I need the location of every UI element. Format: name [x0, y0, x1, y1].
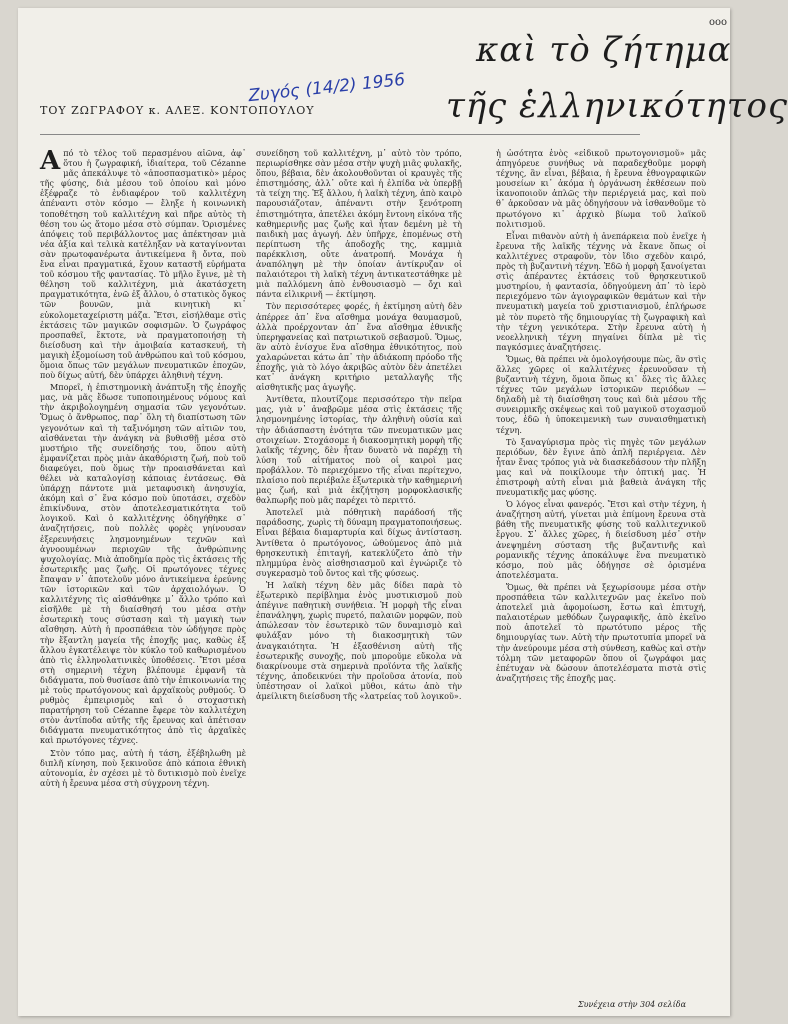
column-2 [256, 148, 462, 988]
column-2-paragraph: Ἀποτελεῖ μιὰ πόθητικὴ παράδοσή τῆς παράδοσης, χωρὶς τὴ δύναμη πραγματοποιήσεως. Εἶναι βέβαια διαμαρτυρία καὶ δίχως ἀντίσταση. Ἀντίθετα ὁ πρωτόγονος, ὡθούμενος ἀπὸ μιὰ θρησκευτικὴ ἐπιταγή, κατεκλύζετο ἀπὸ τὴν πλημμύρα ἑνὸς αἰσθησιασμοῦ καὶ ἐγνώριζε τὸ συγκερασμὸ τοῦ ὄντος καὶ τῆς φύσεως. [256, 507, 462, 578]
column-3-paragraph: Εἶναι πιθανὸν αὐτὴ ἡ ἀνεπάρκεια ποὺ ἐνεῖχε ἡ ἔρευνα τῆς λαϊκῆς τέχνης νὰ ἔκανε ὅπως οἱ καλλιτέχνες στραφοῦν, τὸν ἴδιο σχεδὸν καιρό, πρὸς τὴ βυζαντινὴ τέχνη. Ἐδῶ ἡ μορφὴ ξανοίγεται στὶς ἀπέραντες ἐκτάσεις τοῦ θρησκευτικοῦ μυστηρίου, ἡ φαντασία, ὁδηγούμενη ἀπ᾽ τὸ ἱερὸ περιεχόμενο τῶν ἁγιογραφικῶν θεμάτων καὶ τὴν πνευματικὴ μαγεία τοῦ χριστιανισμοῦ, ἐπλήρωσε μὲ τὸν πυρετὸ τῆς δημιουργίας τὴ ζωγραφικὴ καὶ τὴν τέχνη γενικότερα. Στὴν ἔρευνα αὐτὴ ἡ νεοελληνικὴ τέχνη πηγαίνει δίπλα μὲ τὶς παγκόσμιες ἀναζητήσεις. [496, 230, 706, 352]
continued-note: Συνέχεια στὴν 304 σελίδα [578, 1000, 686, 1009]
article-title-line2: τῆς ἑλληνικότητος [446, 86, 788, 126]
column-1 [40, 148, 246, 988]
column-2-paragraph: Τὸν περισσότερες φορές, ἡ ἐκτίμηση αὐτὴ δὲν ἀπέρρεε ἀπ᾽ ἕνα αἴσθημα μονάχα θαυμασμοῦ, ἀλλὰ προέρχονταν ἀπ᾽ ἕνα αἴσθημα ἐθνικῆς ὑπερηφανείας καὶ πατριωτικοῦ σεβασμοῦ. Ὅμως, ἂν αὐτὸ ἐνίσχυε ἕνα αἴσθημα ἐθνικότητος, ποὺ χαλαρώνεται κάτω ἀπ᾽ τὴν ἀδιάκοπη πρόοδο τῆς ἐποχῆς, γιὰ τὸ λόγο ἀκριβῶς αὐτὸν δὲν ἀπετέλει κατ᾽ ἀνάγκη κριτήριο μεταλλαγῆς τῆς αἰσθητικῆς μας ἀγωγῆς. [256, 301, 462, 393]
column-3-paragraph: ἡ ὡσότητα ἑνὸς «εἰδικοῦ πρωτογονισμοῦ» μᾶς ἀπηγόρευε συνήθως νὰ παραδεχθοῦμε μορφὴ τέχνης, ἂν εἶναι, βέβαια, ἡ ἔρευνα ἐθνογραφικῶν μουσείων κι᾽ ἀκόμα ἡ ὀργάνωση ἐκθέσεων ποὺ ἱκανοποιοῦν ἁπλῶς τὴν περιέργειά μας, καὶ ποὺ θ᾽ ἀρκοῦσαν νὰ μᾶς ὁδηγήσουν νὰ ἰσθανθοῦμε τὸ πρωτόγονο κι᾽ ἀρχικὸ βίωμα τοῦ λαϊκοῦ πολιτισμοῦ. [496, 148, 706, 229]
handwritten-date-note: Ζυγός (14/2) 1956 [247, 69, 407, 107]
column-2-paragraph: συνείδηση τοῦ καλλιτέχνη, μ᾽ αὐτὸ τὸν τρόπο, περιωρίσθηκε σὰν μέσα στὴν ψυχὴ μιᾶς φυλακῆς, ὅπου, βέβαια, δὲν ἀκολουθοῦνται οἱ κραυγὲς τῆς ἐπιστημόσης, ἀλλ᾽ οὔτε καὶ ἡ ἐλπίδα νὰ ὑπερβῇ τὰ τείχη της. Ἐξ ἄλλου, ἡ λαϊκὴ τέχνη, ἀπὸ καιρὸ παρουσιάζοταν, ἀπέναντι στὴν ξενότροπη ἐπιστημότητα, ἀπετέλει ἀκόμη ἔντονη εἰκόνα τῆς καθημερινῆς μας ζωῆς καὶ ἦταν δεμένη μὲ τὴ παιδικὴ μας ἀγωγή. Δὲν ὑπῆρχε, ἑπομένως στὴ περίπτωση τῆς ἀποδοχῆς της, καμμιὰ παρέκκλιση, οὔτε ἀνατροπή. Μονάχα ἡ ἀναπόληψη μὲ τὴν ὁποίαν ἀντίκρυζαν οἱ παλαιότεροι τὴ λαϊκὴ τέχνη ἀντικατεστάθηκε μὲ μιὰ παλλόμενη ἀπὸ ἐνθουσιασμὸ — ὄχι καὶ πάντα εἰλικρινῆ — ἐκτίμηση. [256, 148, 462, 300]
column-3-paragraph: Ὅμως, θὰ πρέπει νὰ ξεχωρίσουμε μέσα στὴν προσπάθεια τῶν καλλιτεχνῶν μας ἐκεῖνο ποὺ ἀποτελεῖ μιὰ ἀφομοίωση, ἔστω καὶ ἐπιτυχή, παλαιοτέρων μεθόδων ζωγραφικῆς, ἀπὸ ἐκεῖνο ποὺ ἀποτελεῖ τὸ πρωτότυπο μέρος τῆς δημιουργίας των. Αὐτὴ τὴν πρωτοτυπία μπορεῖ νὰ τὴν ἀνεύρουμε μέσα στὴ σύνθεση, καθὼς καὶ στὴν τόλμη τῶν μεταφορῶν ὅπου οἱ ζωγράφοι μας ἐπέτυχαν νὰ δώσουν ἀποτελέσματα πιστὰ στὶς ἀναζητήσεις τῆς ἐποχῆς μας. [496, 581, 706, 683]
column-1-paragraph: Στὸν τόπο μας, αὐτὴ ἡ τάση, ἐξέβηλωθη μὲ διπλῆ κίνηση, ποὺ ξεκινοῦσε ἀπὸ κάποια ἐθνικὴ αὐτονομία, ἐν σχέσει μὲ τὸ δυτικισμὸ ποὺ ἐνεῖχε αὐτὴ ἡ ἔρευνα μέσα στὴ σύγχρονη τέχνη. [40, 747, 246, 788]
column-1-paragraph-text: πό τὸ τέλος τοῦ περασμένου αἰῶνα, ἀφ᾽ ὅτου ἡ ζωγραφική, ἰδιαίτερα, τοῦ Cézanne μᾶς ἀπεκάλυψε τὸ «ἀποσπασματικὸ» μέρος τῆς φύσης, διὰ μέσου τοῦ ὁποίου καὶ μόνο ἐξέφραζε τὸ ἐνδιαφέρον τοῦ καλλιτέχνη ἀπέναντι στὸν κόσμο — ἔληξε ἡ κοινωνικὴ τοποθέτηση τοῦ καλλιτέχνη καὶ πῆρε αὐτὸς τὴ θέση του ὡς ἄτομο μέσα στὸ σύμπαν. Ὁρισμένες ἀπόψεις τοῦ περιβάλλοντος μας ἀπέκτησαν μιὰ νέα ἀξία καὶ τελικὰ κατέληξαν νὰ καταγίνονται σὰν πρωτοφανέρωτα ἀντικείμενα ἢ ὄντα, ποὺ ἔνα εἶναι πραγματικά, ἔχουν καταστῆ εὑρήματα τοῦ κόσμου τῆς φαντασίας. Τὸ μῆλο ἔγινε, μὲ τὴ θέληση τοῦ καλλιτέχνη, μιὰ ἀκατάσχετη πραγματικότητα, ἐνῶ ἐξ ἄλλου, ὁ στατικὸς ὄγκος τῶν βουνῶν, μιὰ κινητικὴ κι᾽ εὐκολομεταχείριστη μάζα. Ἔτσι, εἰσήλθαμε στὶς ἐκτάσεις τῶν μαγικῶν σοφισμῶν. Ὁ ζωγράφος προσπαθεῖ, ἔκτοτε, νὰ πραγματοποιήσῃ τὴ διείσδυση καὶ τὴν ἀμοιβαία κατασκευή, τὴ μαγικὴ ἐξομοίωση τοῦ ἀνθρώπου καὶ τοῦ κόσμου, ὅμοια ὅπως τῶν μεγάλων πνευματικῶν ἐποχῶν, ποὺ δίχως αὐτή, δὲν ὑπάρχει ἀληθινὴ τέχνη. [40, 148, 246, 381]
column-3-paragraph: Ὁ λόγος εἶναι φανερός. Ἔτσι καὶ στὴν τέχνη, ἡ ἀναζήτηση αὐτή, γίνεται μιὰ ἐπίμονη ἔρευνα στὰ βάθη τῆς πνευματικῆς φύσης τοῦ καλλιτεχνικοῦ ἔργου. Σ᾽ ἄλλες χῶρες, ἡ διείσδυση μέσ᾽ στὴν ἀνεψημένη σύσταση τῆς βυζαντινῆς καὶ ρομανικῆς τέχνης ἀποκάλυψε ἕνα πνευματικὸ κόσμο, ποὺ μᾶς ὁδήγησε σὲ ὁρισμένα ἀποτελέσματα. [496, 499, 706, 580]
column-3 [496, 148, 706, 993]
column-3-paragraph: Ὅμως, θὰ πρέπει νὰ ὁμολογήσουμε πὼς, ἂν στὶς ἄλλες χῶρες οἱ καλλιτέχνες ἐρευνοῦσαν τὴ βυζαντινὴ τέχνη, ὅμοια ὅπως κι᾽ ὅλες τὶς ἄλλες τέχνες τῶν μεγάλων ἱστορικῶν περιόδων — δηλαδὴ μὲ τὴ διαίσθηση τους καὶ διὰ μέσου τῆς συνειρμικῆς σκέψεως καὶ τοῦ μαγικοῦ στοχασμοῦ τους, ἐδῶ ἡ ὑποκειμενικὴ των συναισθηματικὴ τέχνη. [496, 353, 706, 435]
column-3-paragraph: Τὸ ξαναγύρισμα πρὸς τὶς πηγὲς τῶν μεγάλων περιόδων, δὲν ἔγινε ἀπὸ ἁπλῆ περιέργεια. Δὲν ἦταν ἕνας τρόπος γιὰ νὰ διασκεδάσουν τὴν πλῆξη μας καὶ νὰ ποικίλουμε τὴν ὀπτική μας. Ἡ ἐπιστροφὴ αὐτὴ εἶναι μιὰ βαθειὰ ἀνάγκη τῆς πνευματικῆς μας φύσης. [496, 436, 706, 498]
drop-cap: Α [40, 146, 61, 176]
author-byline: ΤΟΥ ΖΩΓΡΑΦΟΥ κ. ΑΛΕΞ. ΚΟΝΤΟΠΟΥΛΟΥ [40, 104, 315, 117]
header-rule [40, 134, 640, 135]
column-2-paragraph: Ἡ λαϊκὴ τέχνη δὲν μᾶς δίδει παρὰ τὸ ἐξωτερικὸ περίβλημα ἑνὸς μυστικισμοῦ ποὺ ἀπέγινε παθητικὴ συνήθεια. Ἡ μορφὴ τῆς εἶναι ἐπανάληψη, χωρὶς πυρετό, παλαιῶν μορφῶν, ποὺ ἀπώλεσαν τὸν ἐσωτερικὸ τῶν δυναμισμὸ καὶ φυλάξαν μόνο τὴ διακοσμητικὴ τῶν ἀναγκαιότητα. Ἡ ἐξασθένιση αὐτὴ τῆς ἐσωτερικῆς συνοχῆς, ποὺ μποροῦμε εὔκολα νὰ διακρίνουμε στὰ σημερινὰ προϊόντα τῆς λαϊκῆς τέχνης, ἀποδεικνύει τὴν προϊοῦσα ἀτονία, ποὺ ὑπέστησαν οἱ λαϊκοὶ μῦθοι, κάτω ἀπὸ τὴν ἀμείλικτη διείσδυση τῆς «λατρείας τοῦ λογικοῦ». [256, 579, 462, 701]
newspaper-page [18, 8, 788, 1016]
column-1-paragraph [40, 148, 246, 380]
article-title-line1: καὶ τὸ ζήτημα [476, 30, 732, 70]
column-2-paragraph: Ἀντίθετα, πλουτίζομε περισσότερο τὴν πεῖρα μας, γιὰ ν᾽ ἀναβρῶμε μέσα στὶς ἐκτάσεις τῆς λησμονημένης ἱστορίας, τὴν ἀληθινὴ οὐσία καὶ τὴν ἀδιάσπαστη ἑνότητα τῶν πνευματικῶν μας στοιχείων. Στοχάσομε ἡ διακοσμητικὴ μορφὴ τῆς λαϊκῆς τέχνης, δὲν ἦταν δυνατὸ νὰ παρέχῃ τὴ λύση τοῦ αἰτήματος ποὺ οἱ καιροὶ μας προβάλλον. Τὸ περιεχόμενο τῆς εἶναι περίτεχνο, πλαίσιο ποὺ περιέβαλε ἐξωτερικὰ τὴν καθημερινή μας ζωή, καὶ μιὰ ἐκζήτηση μορφοκλασικῆς θαλπωρῆς ποὺ μᾶς παρέχει τὸ περιττό. [256, 394, 462, 506]
column-1-paragraph: Μπορεῖ, ἡ ἐπιστημονικὴ ἀνάπτυξη τῆς ἐποχῆς μας, νὰ μᾶς ἔδωσε τυποποιημένους νόμους καὶ τὴν ἀκριβολογημένη σημασία τῶν γεγονότων. Ὅμως ὁ ἄνθρωπος, παρ᾽ ὅλη τὴ διαπίστωση τῶν γεγονότων καὶ τὴ ταξινόμηση τῶν αἰτιῶν του, αἰσθάνεται τὴν ἀνάγκη νὰ βυθισθῇ μέσα στὸ μυστήριο τῆς συνείδησής του, ὅπου αὐτὴ ἐμφανίζεται πρὸς μιὰν ἀκαθόριστη ζωή, ποὺ τοῦ διαφεύγει, ποὺ ὅμως τὴν προαισθάνεται καὶ θέλει νὰ καταλογίσῃ κάποιας ἐντάσεως. Θὰ ὑπάρχῃ πάντοτε μιὰ μεταφυσικὴ ἀνησυχία, ἀκόμη καὶ σ᾽ ἕνα κόσμο ποὺ ὑποτάσει, σχεδὸν ἐπικίνδυνα, στὸν ἀποτελεσματικότητα τοῦ λογικοῦ. Καὶ ὁ καλλιτέχνης ὁδηγήθηκε σ᾽ ἀναζητήσεις, ποὺ πολλὲς φορὲς γηίνουσαν ἐξερευνήσεις λησμονημένων τεχνῶν καὶ ἀγνοουμένων περιοχῶν τῆς ἀνθρώπινης ψυχολογίας. Μιὰ ἀποδημία πρὸς τὶς ἐκτάσεις τῆς ἐσωτερικῆς μας ζωῆς. Οἱ πρωτόγονες τέχνες ἔπαψαν ν᾽ ἀποτελοῦν μόνο ἀντικείμενα ἐρεύνης τῶν ἱστορικῶν καὶ τῶν ἀρχαιολόγων. Ὁ καλλιτέχνης τὶς αἰσθάνθηκε μ᾽ ἄλλο τρόπο καὶ εἰσῆλθε μὲ τὴ διαίσθησή του μέσα στὴν ἐσωτερικὴ τους σύσταση καὶ τὴ μαγικὴ των αἴσθηση. Αὐτὴ ἡ προσπάθεια τὸν ὡδήγησε πρὸς τὴν ἔξαντλη μαγεία τῆς ἐποχῆς μας, καθὼς ἐξ ἄλλου ἐγκατέλειψε τὸν κύκλο τοῦ καθωρισμένου ἀπὸ τὶς ἑλληνολατινικὲς ὑποθέσεις. Ἔτσι μέσα στὴ σημερινὴ τέχνη βλέπουμε ἐμφανῆ τὰ διδάγματα, ποὺ θυσίασε ἀπὸ τὴν ἐπικοινωνία της μὲ τοὺς πρωτόγονους καὶ ἀρχαϊκοὺς ρυθμούς. Ὁ ρυθμὸς ἐμπειρισμὸς καὶ ὁ στοχαστικὴ παρατήρηση τοῦ Cézanne ἔφερε τὸν καλλιτέχνη στὸν ἀντίποδα αὐτῆς τῆς ἔρευνας καὶ ἀπέτισαν διδάγματα πνευματικότητος ἀπὸ τὶς ἀρχαϊκὲς καὶ πρωτόγονες τέχνες. [40, 382, 246, 746]
page-number: ооо [709, 17, 728, 28]
